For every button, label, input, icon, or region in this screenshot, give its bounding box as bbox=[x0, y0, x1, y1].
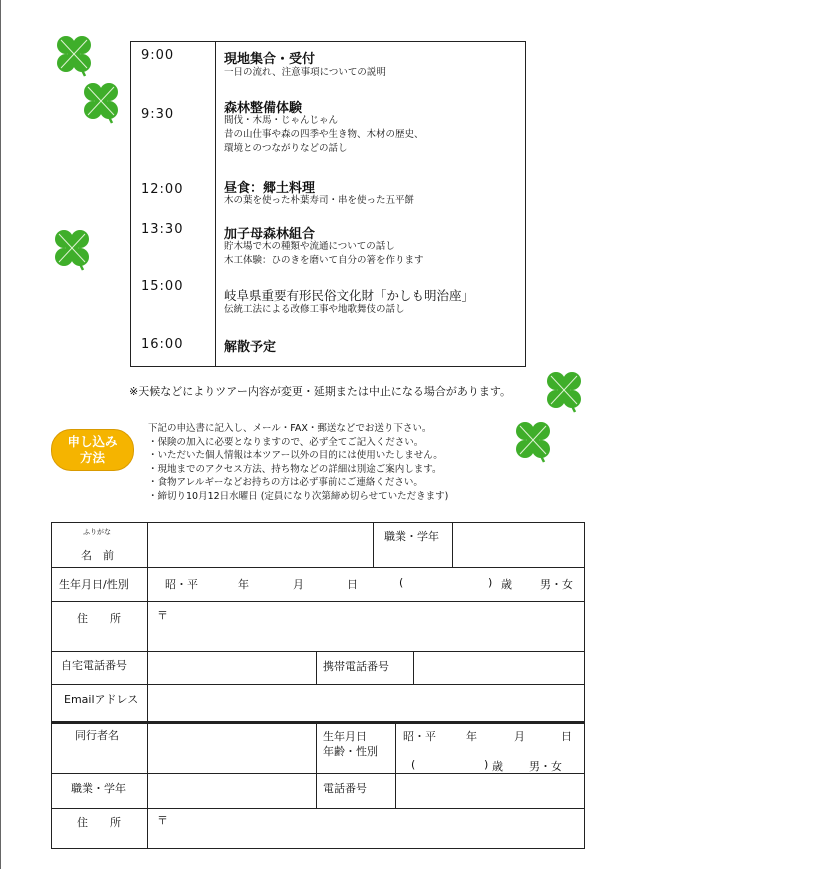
schedule-time: 13:30 bbox=[141, 222, 184, 237]
schedule-desc: 木の葉を使った朴葉寿司・串を使った五平餅 bbox=[224, 195, 415, 206]
age-open: ( bbox=[411, 758, 416, 771]
month-label: 月 bbox=[293, 578, 304, 591]
month-label: 月 bbox=[514, 730, 525, 743]
age-close: ) bbox=[488, 576, 493, 589]
instruction-line: ・現地までのアクセス方法、持ち物などの詳細は別途ご案内します。 bbox=[148, 463, 442, 475]
name-field[interactable] bbox=[149, 524, 371, 566]
schedule-desc: 一日の流れ、注意事項についての説明 bbox=[224, 67, 386, 78]
age-label: 歳 bbox=[492, 760, 503, 773]
address-field[interactable] bbox=[149, 603, 583, 650]
weather-note: ※天候などによりツアー内容が変更・延期または中止になる場合があります。 bbox=[129, 385, 512, 398]
birth-sex-field[interactable] bbox=[149, 569, 583, 600]
mobile-phone-field[interactable] bbox=[415, 653, 583, 683]
companion-address-label: 住 所 bbox=[77, 816, 121, 829]
occupation-label: 職業・学年 bbox=[384, 530, 439, 543]
year-label: 年 bbox=[466, 730, 477, 743]
age-open: ( bbox=[399, 576, 404, 589]
schedule-desc: 環境とのつながりなどの話し bbox=[224, 143, 348, 154]
companion-phone-label: 電話番号 bbox=[323, 782, 367, 795]
companion-birth-label: 生年月日 bbox=[323, 730, 367, 743]
application-form bbox=[51, 522, 585, 849]
clover-icon bbox=[539, 366, 589, 416]
schedule-desc: 伝統工法による改修工事や地歌舞伎の話し bbox=[224, 304, 405, 315]
instruction-line: ・食物アレルギーなどお持ちの方は必ず事前にご連絡ください。 bbox=[148, 477, 423, 488]
home-phone-field[interactable] bbox=[149, 653, 315, 683]
schedule-time: 16:00 bbox=[141, 337, 184, 352]
schedule-table bbox=[130, 41, 526, 367]
email-field[interactable] bbox=[149, 686, 583, 720]
companion-occupation-label: 職業・学年 bbox=[71, 782, 126, 795]
instruction-line: 下記の申込書に記入し、メール・FAX・郵送などでお送り下さい。 bbox=[148, 423, 432, 434]
page-left-border bbox=[0, 0, 1, 869]
companion-field[interactable] bbox=[149, 725, 315, 772]
application-instructions bbox=[148, 422, 448, 503]
schedule-time: 9:00 bbox=[141, 48, 175, 63]
birth-era: 昭・平 bbox=[165, 578, 198, 591]
companion-address-field[interactable] bbox=[149, 810, 583, 847]
schedule-title: 岐阜県重要有形民俗文化財「かしも明治座」 bbox=[224, 288, 475, 303]
age-label: 歳 bbox=[501, 578, 512, 591]
schedule-title: 解散予定 bbox=[224, 340, 277, 355]
schedule-time: 9:30 bbox=[141, 107, 175, 122]
birth-sex-label: 生年月日/性別 bbox=[59, 578, 129, 591]
postal-mark: 〒 bbox=[157, 814, 168, 827]
clover-icon bbox=[47, 224, 97, 274]
furigana-label: ふりがな bbox=[83, 528, 111, 536]
clover-icon bbox=[508, 416, 558, 466]
instruction-line: ・いただいた個人情報は本ツアー以外の目的には使用いたしません。 bbox=[148, 450, 443, 461]
companion-occupation-field[interactable] bbox=[149, 775, 315, 807]
email-label: Emailアドレス bbox=[64, 693, 139, 706]
day-label: 日 bbox=[561, 730, 572, 743]
sex-options: 男・女 bbox=[529, 760, 562, 773]
clover-icon bbox=[76, 77, 126, 127]
application-badge bbox=[51, 429, 134, 471]
age-close: ) bbox=[484, 758, 489, 771]
sex-options: 男・女 bbox=[540, 578, 573, 591]
badge-line: 申し込み bbox=[67, 434, 118, 449]
schedule-desc: 昔の山仕事や森の四季や生き物、木材の歴史、 bbox=[224, 129, 424, 140]
instruction-line: ・保険の加入に必要となりますので、必ず全てご記入ください。 bbox=[148, 436, 424, 448]
companion-phone-field[interactable] bbox=[397, 775, 583, 807]
schedule-title: 加子母森林組合 bbox=[224, 227, 316, 242]
clover-icon bbox=[49, 30, 99, 80]
companion-label: 同行者名 bbox=[75, 729, 119, 742]
postal-mark: 〒 bbox=[157, 609, 168, 622]
schedule-title: 昼食：郷土料理 bbox=[224, 181, 316, 196]
schedule-time: 12:00 bbox=[141, 182, 184, 197]
schedule-title: 現地集合・受付 bbox=[224, 52, 316, 67]
home-phone-label: 自宅電話番号 bbox=[61, 659, 127, 672]
address-label: 住 所 bbox=[77, 612, 121, 625]
birth-era: 昭・平 bbox=[403, 730, 436, 743]
day-label: 日 bbox=[347, 578, 358, 591]
instruction-line: ・締切り10月12日水曜日 (定員になり次第締め切らせていただきます) bbox=[148, 490, 449, 502]
schedule-title: 森林整備体験 bbox=[224, 101, 303, 116]
badge-line: 方法 bbox=[79, 450, 105, 465]
schedule-time: 15:00 bbox=[141, 279, 184, 294]
mobile-phone-label: 携帯電話番号 bbox=[323, 660, 389, 673]
name-label: 名 前 bbox=[81, 549, 114, 562]
occupation-field[interactable] bbox=[454, 524, 582, 566]
companion-age-sex-label: 年齢・性別 bbox=[323, 745, 378, 758]
schedule-desc: 間伐・木馬・じゃんじゃん bbox=[224, 115, 339, 126]
schedule-divider bbox=[215, 42, 216, 366]
year-label: 年 bbox=[238, 578, 249, 591]
schedule-desc: 木工体験：ひのきを磨いて自分の箸を作ります bbox=[224, 255, 424, 266]
schedule-desc: 貯木場で木の種類や流通についての話し bbox=[224, 241, 395, 252]
